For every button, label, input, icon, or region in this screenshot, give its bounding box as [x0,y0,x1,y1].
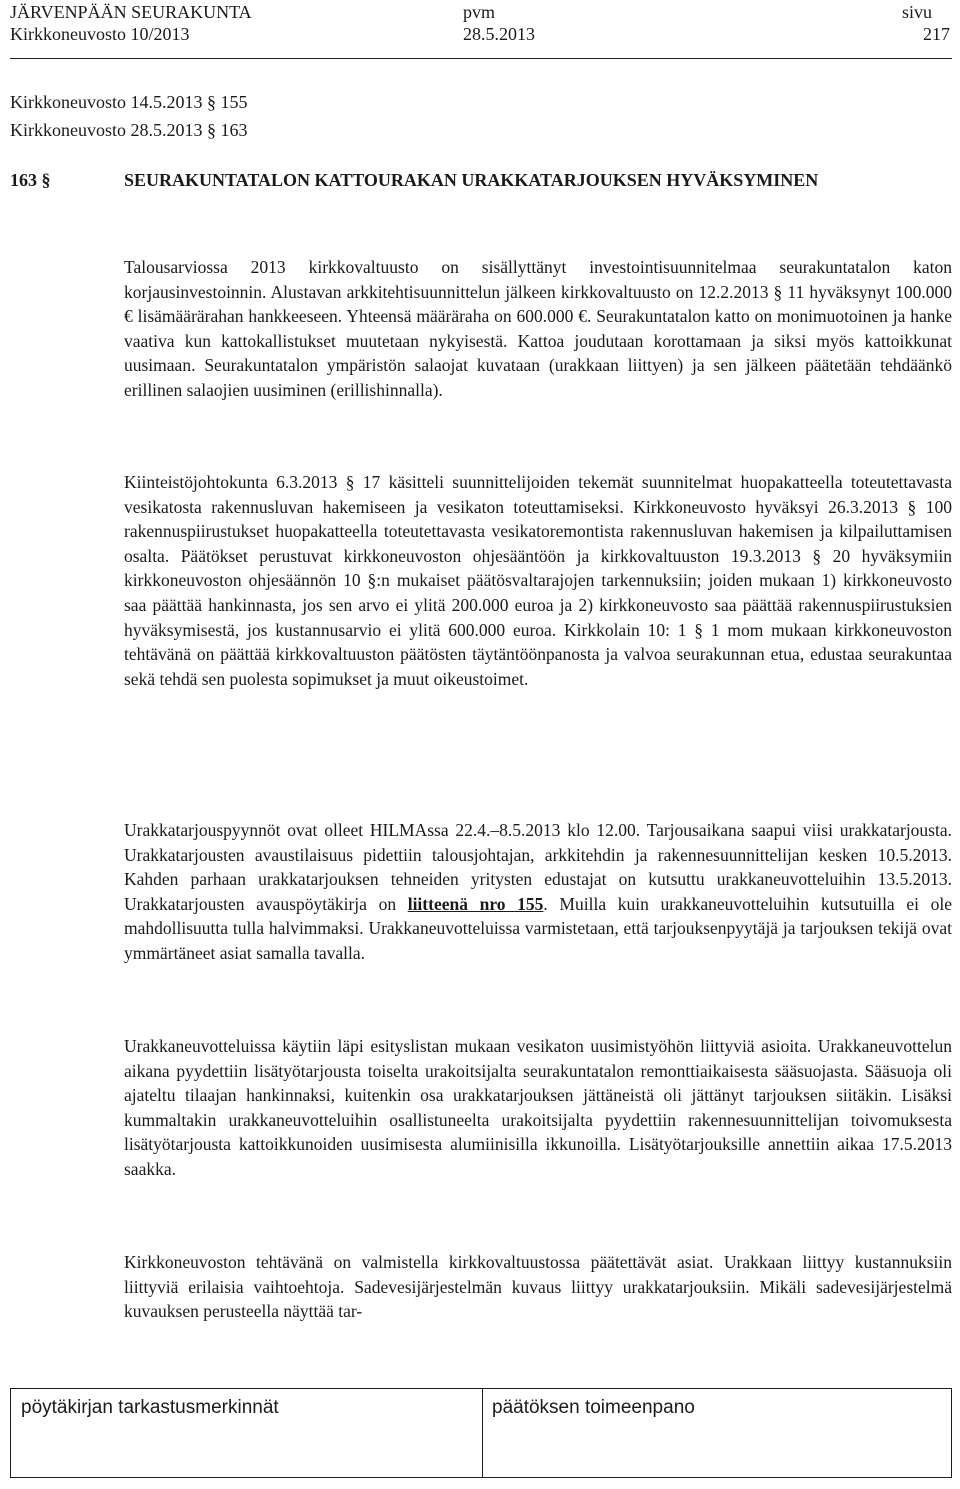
footer-divider [482,1389,483,1477]
paragraph-1: Talousarviossa 2013 kirkkovaltuusto on sisällyttänyt investointisuunnitelmaa seurakuntatalon katon korjausinvestoinnin. Alustavan arkkitehtisuunnittelun jälkeen kirkkovaltuusto on 12.2.2013 § 11 hyväksynyt 100.000 € lisämäärärahan hankkeeseen. Yhteensä määräraha on 600.000 €. Seurakuntatalon katto on monimuotoinen ja hanke vaativa kun kattokallistukset muutetaan nykyisestä. Kattoa joudutaan korottamaan ja siksi myös kattoikkunat uusimaan. Seurakuntatalon ympäristön salaojat kuvataan (urakkaan liittyen) ja sen jälkeen päätetään tehdäänkö erillinen salaojien uusiminen (erillishinnalla). [124,257,952,400]
section-number: 163 § [10,170,51,190]
paragraph-5: Kirkkoneuvoston tehtävänä on valmistella kirkkovaltuustossa päätettävät asiat. Urakkaan liittyy kustannuksiin liittyviä erilaisia vaihtoehtoja. Sadevesijärjestelmän kuvaus liittyy urakkatarjouksiin. Mikäli sadevesijärjestelmä kuvauksen perusteella näyttää tar- [124,1252,952,1322]
paragraph-4: Urakkaneuvotteluissa käytiin läpi esityslistan mukaan vesikaton uusimistyöhön liittyviä asioita. Urakkaneuvottelun aikana pyydettiin lisätyötarjousta toiselta urakoitsijalta seurakuntatalon remonttiaikaisesta sääsuojasta. Sääsuoja oli ajateltu tilaajan hankinnaksi, kuitenkin osa urakkatarjouksen jättäneistä oli jättänyt tarjouksen siitäkin. Lisäksi kummaltakin urakkaneuvotteluihin osallistuneelta urakoitsijalta pyydettiin rakennesuunnittelijan toivomuksesta lisätyötarjousta kattoikkunoiden uusimisesta alumiinisilla ikkunoilla. Lisätyötarjouksille annettiin aikaa 17.5.2013 saakka. [124,1036,952,1179]
section-heading [10,170,818,191]
date-label: pvm [463,2,496,22]
meeting-date: 28.5.2013 [463,24,535,44]
previous-handling-1: Kirkkoneuvosto 14.5.2013 § 155 [10,92,248,112]
page-number: 217 [923,24,950,44]
footer-review-label: pöytäkirjan tarkastusmerkinnät [21,1397,279,1418]
paragraph-3 [124,818,952,966]
footer-execution-label: päätöksen toimeenpano [492,1397,695,1418]
previous-handling-2: Kirkkoneuvosto 28.5.2013 § 163 [10,120,248,140]
paragraph-3-text-b: . Muilla kuin urakkaneuvotteluihin kutsutuilla ei ole mahdollisuutta tulla halvimmaksi. Urakkaneuvotteluissa varmistetaan, että tarjouksenpyytäjä ja tarjouksen tekijä ovat ymmärtäneet asiat samalla tavalla. [124,893,952,963]
section-title: SEURAKUNTATALON KATTOURAKAN URAKKATARJOUKSEN HYVÄKSYMINEN [124,170,819,190]
meeting-id: Kirkkoneuvosto 10/2013 [10,24,190,44]
attachment-link[interactable]: liitteenä nro 155 [407,893,544,914]
page-label: sivu [902,2,933,22]
paragraph-2: Kiinteistöjohtokunta 6.3.2013 § 17 käsitteli suunnittelijoiden tekemät suunnitelmat huopakatteella toteutettavasta vesikatosta rakennusluvan hakemiseen ja vesikaton toteuttamiseksi. Kirkkoneuvosto hyväksyi 26.3.2013 § 100 rakennuspiirustukset huopakatteella toteutettavasta vesikatoremontista rakennusluvan hakemisen ja kilpailuttamisen osalta. Päätökset perustuvat kirkkoneuvoston ohjesääntöön ja kirkkovaltuuston 19.3.2013 § 20 hyväksymiin kirkkoneuvoston ohjesäännön 10 §:n mukaiset päätösvaltarajojen tarkennuksiin; joiden mukaan 1) kirkkoneuvosto saa päättää hankinnasta, jos sen arvo ei ylitä 200.000 euroa ja 2) kirkkoneuvosto saa päättää rakennuspiirustuksien hyväksymisestä, jos kustannusarvio ei ylitä 600.000 euroa. Kirkkolain 10: 1 § 1 mom mukaan kirkkoneuvoston tehtävänä on päättää kirkkovaltuuston päätösten täytäntöönpanosta ja valvoa seurakunnan etua, edustaa seurakuntaa sekä tehdä sen puolesta sopimukset ja muut oikeustoimet. [124,472,952,689]
paragraph-3-text-a: Urakkatarjouspyynnöt ovat olleet HILMAssa 22.4.–8.5.2013 klo 12.00. Tarjousaikana saapui viisi urakkatarjousta. Urakkatarjousten avaustilaisuus pidettiin talousjohtajan, arkkitehdin ja rakennesuunnittelijan kesken 10.5.2013. Kahden parhaan urakkatarjouksen tehneiden yritysten edustajat on kutsuttu urakkaneuvotteluihin 13.5.2013. Urakkatarjousten avauspöytäkirja on [124,820,952,914]
org-name: JÄRVENPÄÄN SEURAKUNTA [10,2,252,22]
header-divider [10,58,952,59]
footer-box [10,1388,952,1478]
